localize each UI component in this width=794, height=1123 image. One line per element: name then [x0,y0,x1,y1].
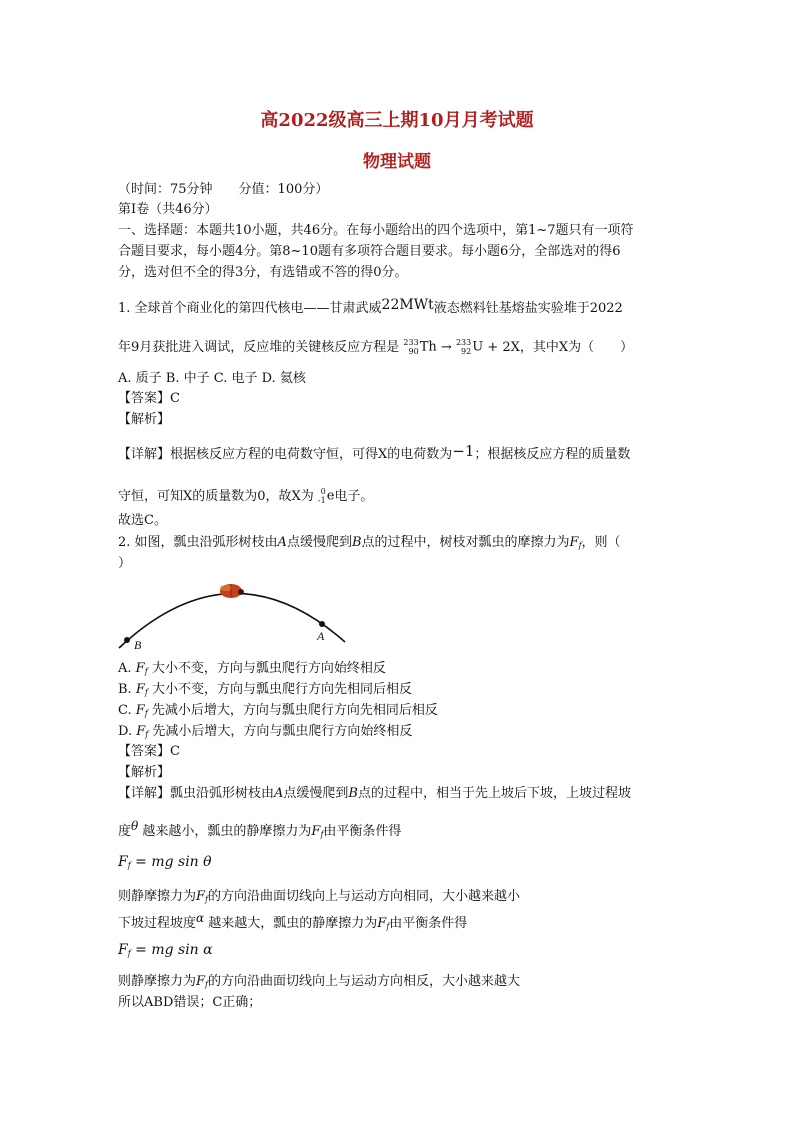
q1-answer: 【答案】C [118,391,180,406]
q2-option-c [118,702,438,723]
friction-subscript: f [144,709,148,718]
page-title: 高2022级高三上期10月月考试题 [260,110,534,131]
q1-conclusion: 故选C。 [118,513,167,528]
u-mass: 233 [455,338,472,347]
q1-stem-line2 [118,338,633,357]
q2-detail-text: 点缓慢爬到 [283,786,349,801]
instruction-line: 一、选择题：本题共10小题，共46分。在每小题给出的四个选项中，第1~7题只有一项符 [118,223,634,238]
q2-detail-line3 [118,888,520,909]
friction-symbol: F [118,942,128,958]
q2-detail-text: 度 [118,824,132,839]
option-text: 先减小后增大，方向与瓢虫爬行方向先相同后相反 [151,703,438,718]
q1-detail-line2 [118,487,373,506]
q1-detail-text: 【详解】根据核反应方程的电荷数守恒，可得X的电荷数为 [118,447,453,462]
e-charge: -1 [317,496,326,505]
q2-detail-text: 的方向沿曲面切线向上与运动方向相同，大小越来越小 [208,889,521,904]
branch-arc [119,593,345,648]
u-symbol: U [472,339,484,355]
friction-symbol: F [569,535,579,550]
q2-detail-text: 【详解】瓢虫沿弧形树枝由 [118,786,275,801]
instruction-line: 分，选对但不全的得3分，有选错或不答的得0分。 [118,265,408,280]
page-subtitle: 物理试题 [363,152,431,172]
q2-detail-text: 越来越小，瓢虫的静摩擦力为 [142,824,312,839]
friction-symbol: F [135,682,145,697]
q2-equation-2 [118,941,213,963]
q2-option-a [118,660,386,681]
q1-options: A. 质子 B. 中子 C. 电子 D. 氦核 [118,371,306,386]
point-b-dot [124,637,130,643]
friction-symbol: F [377,916,387,931]
friction-subscript: f [205,980,209,989]
equation-text: = mg sin θ [135,854,212,870]
point-b-label: B [351,535,362,550]
q2-stem-text: 2. 如图，瓢虫沿弧形树枝由 [118,535,278,550]
part-heading: 第Ⅰ卷（共46分） [118,202,218,217]
q2-detail-line6: 所以ABD错误；C正确； [118,995,262,1010]
q2-detail-text: 越来越大，瓢虫的静摩擦力为 [208,916,378,931]
q1-stem-text: 年9月获批进入调试，反应堆的关键核反应方程是 [118,339,400,355]
q1-stem-text: ，其中X为（ ） [519,339,634,355]
instruction-line: 合题目要求，每小题4分。第8~10题有多项符合题目要求。每小题6分，全部选对的得6 [118,244,621,259]
ladybug-icon [220,584,244,598]
q2-stem-line1 [118,534,621,555]
q2-detail-text: 则静摩擦力为 [118,974,197,989]
friction-subscript: f [578,541,582,550]
friction-symbol: F [135,703,145,718]
e-letter: e [326,488,335,504]
e-mass: 0 [320,487,326,496]
option-letter: A. [118,661,132,676]
reaction-tail: + 2X [487,339,520,355]
friction-subscript: f [144,688,148,697]
q2-stem-line2: ） [118,556,132,571]
q2-detail-text: 由平衡条件得 [323,824,402,839]
friction-subscript: f [386,922,390,931]
q2-detail-text: 则静摩擦力为 [118,889,197,904]
th-charge: 90 [408,347,419,356]
q2-detail-line2 [118,817,401,844]
friction-symbol: F [196,889,206,904]
friction-subscript: f [127,861,131,870]
q2-option-b [118,681,412,702]
q1-power: 22MWt [381,297,434,313]
option-text: 先减小后增大，方向与瓢虫爬行方向始终相反 [152,724,413,739]
uranium-nuclide [456,338,483,357]
theta-symbol: θ [131,819,139,833]
q2-stem-text: 点的过程中，树枝对瓢虫的摩擦力为 [361,535,570,550]
thorium-nuclide [403,338,436,357]
q2-detail-line4 [118,909,467,936]
q2-detail-text: 的方向沿曲面切线向上与运动方向相反，大小越来越大 [208,974,521,989]
option-letter: D. [118,724,133,739]
time-line: （时间：75分钟 分值：100分） [118,182,329,197]
th-symbol: Th [419,339,437,355]
friction-symbol: F [135,661,145,676]
point-b-label: B [348,786,358,801]
q2-detail-text: 点的过程中，相当于先上坡后下坡，上坡过程坡 [357,786,631,801]
q2-detail-text: 下坡过程坡度 [118,916,197,931]
electron-symbol [318,487,335,506]
q1-stem-text: 液态燃料钍基熔盐实验堆于2022 [433,301,623,316]
option-text: 大小不变，方向与瓢虫爬行方向先相同后相反 [151,682,412,697]
friction-subscript: f [320,830,324,839]
q2-detail-text: 由平衡条件得 [389,916,468,931]
q2-stem-text: 点缓慢爬到 [286,535,352,550]
q2-stem-text: ，则（ [581,535,621,550]
q2-detail-line1 [118,785,631,803]
friction-subscript: f [144,667,148,676]
friction-symbol: F [136,724,146,739]
friction-symbol: F [311,824,321,839]
reaction-arrow: → [440,339,452,355]
alpha-symbol: α [196,911,205,925]
friction-symbol: F [196,974,206,989]
th-mass: 233 [403,338,419,347]
point-b-label: B [134,638,142,652]
point-a-label: A [317,629,325,643]
q1-stem-line1 [118,296,623,318]
q1-detail-line1 [118,442,630,464]
point-a-label: A [277,535,287,550]
q1-detail-text: 电子。 [334,488,374,504]
friction-subscript: f [205,895,209,904]
friction-subscript: f [127,949,131,958]
option-text: 大小不变，方向与瓢虫爬行方向始终相反 [151,661,386,676]
friction-subscript: f [145,730,149,739]
q1-detail-text: 守恒，可知X的质量数为0，故X为 [118,488,314,504]
friction-symbol: F [118,854,128,870]
point-a-label: A [274,786,284,801]
q2-analysis: 【解析】 [118,765,171,780]
option-letter: B. [118,682,132,697]
point-a-dot [319,621,325,627]
option-letter: C. [118,703,132,718]
q2-answer: 【答案】C [118,744,180,759]
equation-text: = mg sin α [135,942,213,958]
q2-detail-line5 [118,973,520,994]
branch-figure [112,572,357,654]
u-charge: 92 [461,347,472,356]
q2-equation-1 [118,853,212,875]
q2-option-d [118,723,412,744]
q1-stem-text: 1. 全球首个商业化的第四代核电——甘肃武威 [118,301,382,316]
q1-detail-text: ；根据核反应方程的质量数 [474,447,631,462]
q1-analysis: 【解析】 [118,412,171,427]
charge-value: −1 [452,442,475,460]
